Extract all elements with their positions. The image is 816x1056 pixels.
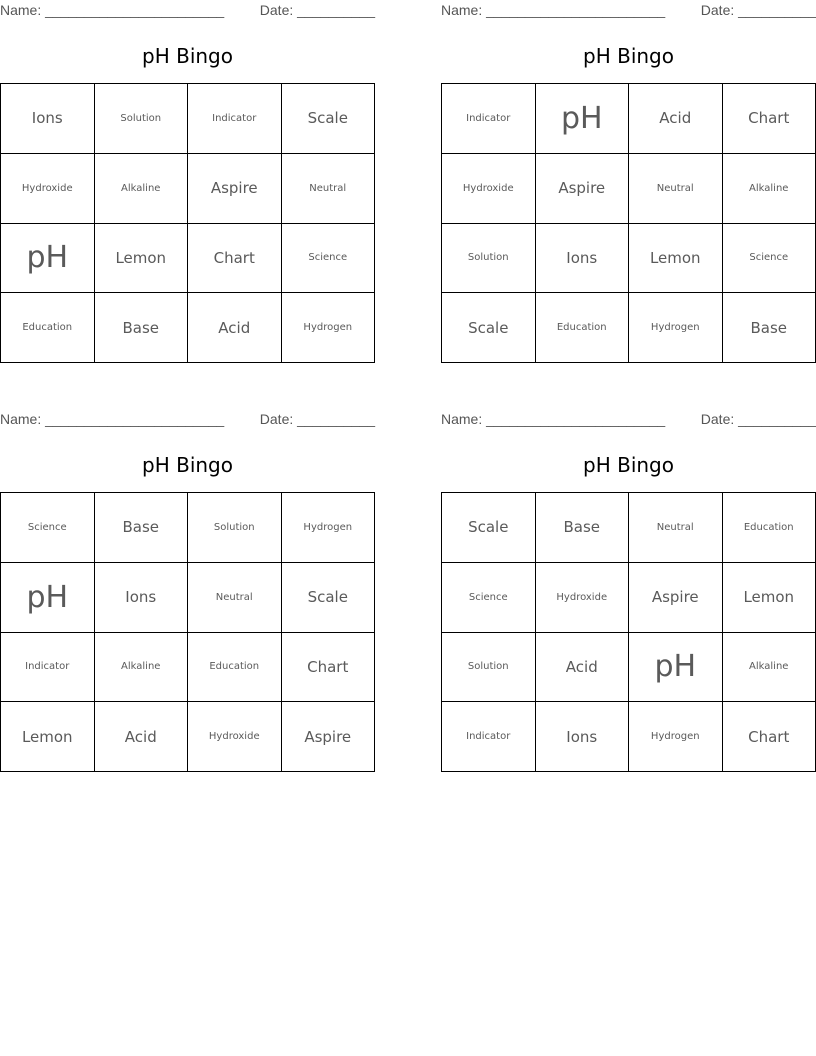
date-field: Date: __________ — [700, 411, 816, 427]
bingo-cell: Hydrogen — [629, 702, 723, 772]
bingo-cell: Neutral — [188, 563, 282, 633]
name-field: Name: _______________________ — [441, 411, 666, 427]
bingo-cell: Base — [536, 493, 630, 563]
date-field: Date: __________ — [259, 2, 375, 18]
bingo-cell: Science — [282, 224, 376, 294]
bingo-cell: pH — [1, 224, 95, 294]
bingo-cell: Neutral — [629, 493, 723, 563]
bingo-cell: Acid — [95, 702, 189, 772]
card-title: pH Bingo — [583, 44, 674, 68]
bingo-cell: Neutral — [282, 154, 376, 224]
bingo-cell: Education — [536, 293, 630, 363]
bingo-cell: Hydrogen — [629, 293, 723, 363]
bingo-card-4 — [441, 409, 816, 774]
card-title: pH Bingo — [142, 453, 233, 477]
name-field: Name: _______________________ — [441, 2, 666, 18]
bingo-cell: Scale — [282, 84, 376, 154]
name-field: Name: _______________________ — [0, 411, 225, 427]
date-field: Date: __________ — [700, 2, 816, 18]
bingo-cell: Acid — [629, 84, 723, 154]
bingo-cell: Hydrogen — [282, 493, 376, 563]
bingo-cell: Acid — [188, 293, 282, 363]
bingo-cell: Alkaline — [95, 633, 189, 703]
bingo-cell: Alkaline — [723, 633, 816, 703]
bingo-cell: Science — [442, 563, 536, 633]
bingo-cell: Aspire — [188, 154, 282, 224]
card-header — [441, 0, 816, 20]
bingo-card-3 — [0, 409, 375, 774]
bingo-cell: Indicator — [188, 84, 282, 154]
bingo-cell: Base — [95, 493, 189, 563]
bingo-cell: Lemon — [723, 563, 816, 633]
bingo-cell: Ions — [536, 224, 630, 294]
card-header — [441, 409, 816, 429]
bingo-cell: Scale — [442, 493, 536, 563]
bingo-cell: Hydroxide — [188, 702, 282, 772]
card-title: pH Bingo — [583, 453, 674, 477]
bingo-card-1 — [0, 0, 375, 365]
bingo-cell: Chart — [188, 224, 282, 294]
bingo-cell: pH — [629, 633, 723, 703]
bingo-grid — [0, 83, 375, 363]
bingo-cell: Hydroxide — [536, 563, 630, 633]
bingo-cell: Lemon — [1, 702, 95, 772]
bingo-cell: Chart — [723, 702, 816, 772]
bingo-cell: Indicator — [442, 84, 536, 154]
bingo-cell: pH — [536, 84, 630, 154]
bingo-cell: Education — [188, 633, 282, 703]
bingo-cell: Aspire — [629, 563, 723, 633]
bingo-cell: Aspire — [536, 154, 630, 224]
bingo-cell: Alkaline — [723, 154, 816, 224]
bingo-cell: Science — [1, 493, 95, 563]
bingo-cell: Lemon — [629, 224, 723, 294]
bingo-cell: Science — [723, 224, 816, 294]
date-field: Date: __________ — [259, 411, 375, 427]
name-field: Name: _______________________ — [0, 2, 225, 18]
bingo-cell: Solution — [95, 84, 189, 154]
bingo-cell: Indicator — [1, 633, 95, 703]
bingo-cell: Indicator — [442, 702, 536, 772]
bingo-cell: Acid — [536, 633, 630, 703]
bingo-cell: Base — [95, 293, 189, 363]
bingo-cell: Education — [1, 293, 95, 363]
bingo-card-2 — [441, 0, 816, 365]
bingo-cell: Ions — [536, 702, 630, 772]
bingo-cell: Solution — [188, 493, 282, 563]
bingo-grid — [0, 492, 375, 772]
bingo-grid — [441, 492, 816, 772]
bingo-cell: Neutral — [629, 154, 723, 224]
bingo-cell: Education — [723, 493, 816, 563]
bingo-cell: Ions — [1, 84, 95, 154]
bingo-cell: Base — [723, 293, 816, 363]
bingo-cell: Solution — [442, 224, 536, 294]
bingo-cell: Hydrogen — [282, 293, 376, 363]
bingo-cell: Chart — [723, 84, 816, 154]
bingo-cell: pH — [1, 563, 95, 633]
bingo-cell: Hydroxide — [1, 154, 95, 224]
bingo-cell: Solution — [442, 633, 536, 703]
bingo-cell: Scale — [442, 293, 536, 363]
bingo-cell: Alkaline — [95, 154, 189, 224]
card-title: pH Bingo — [142, 44, 233, 68]
card-header — [0, 409, 375, 429]
bingo-cell: Lemon — [95, 224, 189, 294]
bingo-cell: Chart — [282, 633, 376, 703]
bingo-cell: Aspire — [282, 702, 376, 772]
card-header — [0, 0, 375, 20]
bingo-grid — [441, 83, 816, 363]
bingo-cell: Scale — [282, 563, 376, 633]
bingo-cell: Hydroxide — [442, 154, 536, 224]
bingo-cell: Ions — [95, 563, 189, 633]
